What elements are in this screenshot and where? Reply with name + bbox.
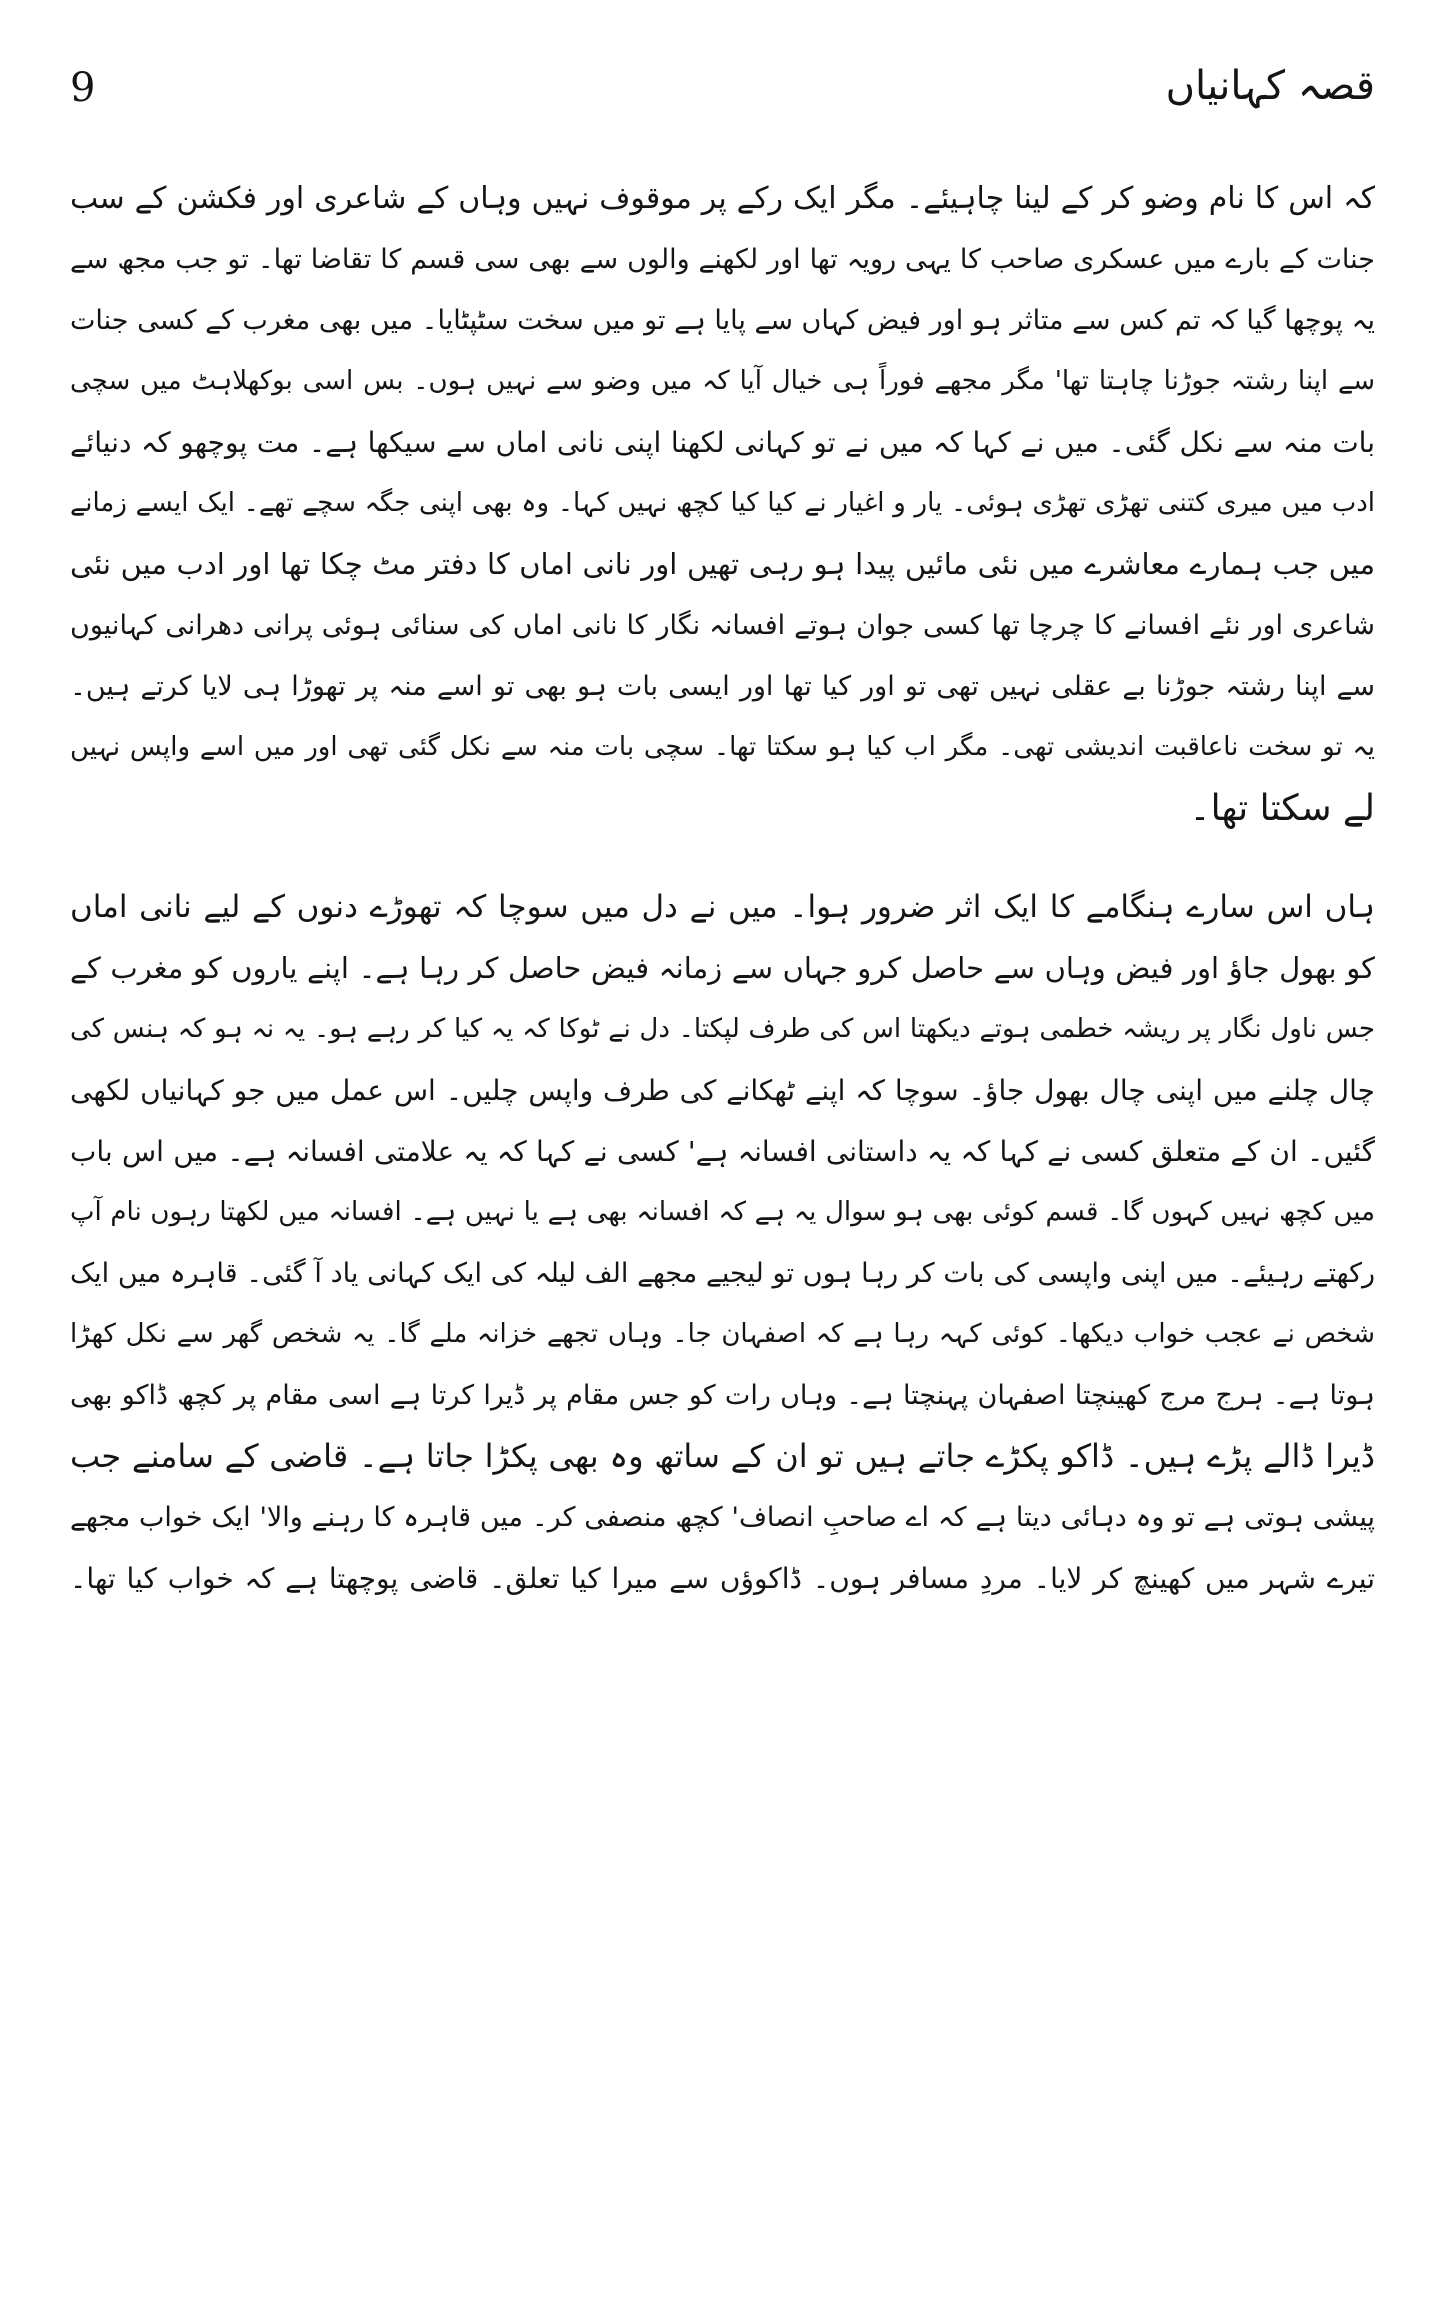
text-line: رکھتے رہیئے۔ میں اپنی واپسی کی بات کر رہا ہوں تو لیجیے مجھے الف لیلہ کی ایک کہانی یاد آ گئی۔ قاہرہ میں ایک xyxy=(70,1258,1375,1289)
text-line: میں کچھ نہیں کہوں گا۔ قسم کوئی بھی ہو سوال یہ ہے کہ افسانہ بھی ہے یا نہیں ہے۔ افسانہ میں لکھتا رہوں نام آپ xyxy=(70,1197,1375,1227)
text-line: یہ پوچھا گیا کہ تم کس سے متاثر ہو اور فیض کہاں سے پایا ہے تو میں سخت سٹپٹایا۔ میں بھی مغرب کے کسی جنات xyxy=(70,305,1375,336)
paragraph-2 xyxy=(70,877,1375,1609)
text-line: کہ اس کا نام وضو کر کے لینا چاہیئے۔ مگر ایک رکے پر موقوف نہیں وہاں کے شاعری اور فکشن کے سب xyxy=(70,181,1375,216)
text-line: شخص نے عجب خواب دیکھا۔ کوئی کہہ رہا ہے کہ اصفہان جا۔ وہاں تجھے خزانہ ملے گا۔ یہ شخص گھر سے نکل کھڑا xyxy=(70,1319,1375,1349)
text-line: پیشی ہوتی ہے تو وہ دہائی دیتا ہے کہ اے صاحبِ انصاف' کچھ منصفی کر۔ میں قاہرہ کا رہنے والا' ایک خواب مجھے xyxy=(70,1502,1375,1533)
text-line: سے اپنا رشتہ جوڑنا بے عقلی نہیں تھی تو اور کیا تھا اور ایسی بات ہو بھی تو اسے منہ پر تھوڑا ہی لایا کرتے ہیں۔ xyxy=(70,671,1375,702)
paragraph-1 xyxy=(70,168,1375,839)
text-line: چال چلنے میں اپنی چال بھول جاؤ۔ سوچا کہ اپنے ٹھکانے کی طرف واپس چلیں۔ اس عمل میں جو کہانیاں لکھی xyxy=(70,1074,1375,1107)
text-line: گئیں۔ ان کے متعلق کسی نے کہا کہ یہ داستانی افسانہ ہے' کسی نے کہا کہ یہ علامتی افسانہ ہے۔ میں اس باب xyxy=(70,1135,1375,1168)
text-line: بات منہ سے نکل گئی۔ میں نے کہا کہ میں نے تو کہانی لکھنا اپنی نانی اماں سے سیکھا ہے۔ مت پوچھو کہ دنیائے xyxy=(70,426,1375,459)
text-line: یہ تو سخت ناعاقبت اندیشی تھی۔ مگر اب کیا ہو سکتا تھا۔ سچی بات منہ سے نکل گئی تھی اور میں اسے واپس نہیں xyxy=(70,732,1375,762)
text-line: ادب میں میری کتنی تھڑی تھڑی ہوئی۔ یار و اغیار نے کیا کیا کچھ نہیں کہا۔ وہ بھی اپنی جگہ سچے تھے۔ ایک ایسے زمانے xyxy=(70,488,1375,518)
text-line: جنات کے بارے میں عسکری صاحب کا یہی رویہ تھا اور لکھنے والوں سے بھی سی قسم کا تقاضا تھا۔ تو جب مجھ سے xyxy=(70,244,1375,275)
text-line: جس ناول نگار پر ریشہ خطمی ہوتے دیکھتا اس کی طرف لپکتا۔ دل نے ٹوکا کہ یہ کیا کر رہے ہو۔ یہ نہ ہو کہ ہنس کی xyxy=(70,1014,1375,1044)
text-line: لے سکتا تھا۔ xyxy=(1189,788,1375,829)
page-number: 9 xyxy=(70,65,96,111)
text-line: ہاں اس سارے ہنگامے کا ایک اثر ضرور ہوا۔ میں نے دل میں سوچا کہ تھوڑے دنوں کے لیے نانی اماں xyxy=(70,889,1375,925)
text-line: ہوتا ہے۔ ہرج مرج کھینچتا اصفہان پہنچتا ہے۔ وہاں رات کو جس مقام پر ڈیرا کرتا ہے اسی مقام پر کچھ ڈاکو بھی xyxy=(70,1380,1375,1411)
text-line: سے اپنا رشتہ جوڑنا چاہتا تھا' مگر مجھے فوراً ہی خیال آیا کہ میں وضو سے نہیں ہوں۔ بس اسی بوکھلاہٹ میں سچی xyxy=(70,366,1375,396)
body-text xyxy=(70,168,1375,1609)
text-line: ڈیرا ڈالے پڑے ہیں۔ ڈاکو پکڑے جاتے ہیں تو ان کے ساتھ وہ بھی پکڑا جاتا ہے۔ قاضی کے سامنے جب xyxy=(70,1437,1375,1475)
text-line: میں جب ہمارے معاشرے میں نئی مائیں پیدا ہو رہی تھیں اور نانی اماں کا دفتر مٹ چکا تھا اور ادب میں نئی xyxy=(70,547,1375,581)
text-line: کو بھول جاؤ اور فیض وہاں سے حاصل کرو جہاں سے زمانہ فیض حاصل کر رہا ہے۔ اپنے یاروں کو مغرب کے xyxy=(70,951,1375,985)
running-title: قصہ کہانیاں xyxy=(1165,63,1375,109)
text-line: تیرے شہر میں کھینچ کر لایا۔ مردِ مسافر ہوں۔ ڈاکوؤں سے میرا کیا تعلق۔ قاضی پوچھتا ہے کہ خواب کیا تھا۔ xyxy=(70,1562,1375,1595)
paragraph-gap xyxy=(70,839,1375,877)
page-header xyxy=(70,58,1375,138)
text-line: شاعری اور نئے افسانے کا چرچا تھا کسی جوان ہوتے افسانہ نگار کا نانی اماں کی سنائی ہوئی پرانی دھرانی کہانیوں xyxy=(70,610,1375,641)
